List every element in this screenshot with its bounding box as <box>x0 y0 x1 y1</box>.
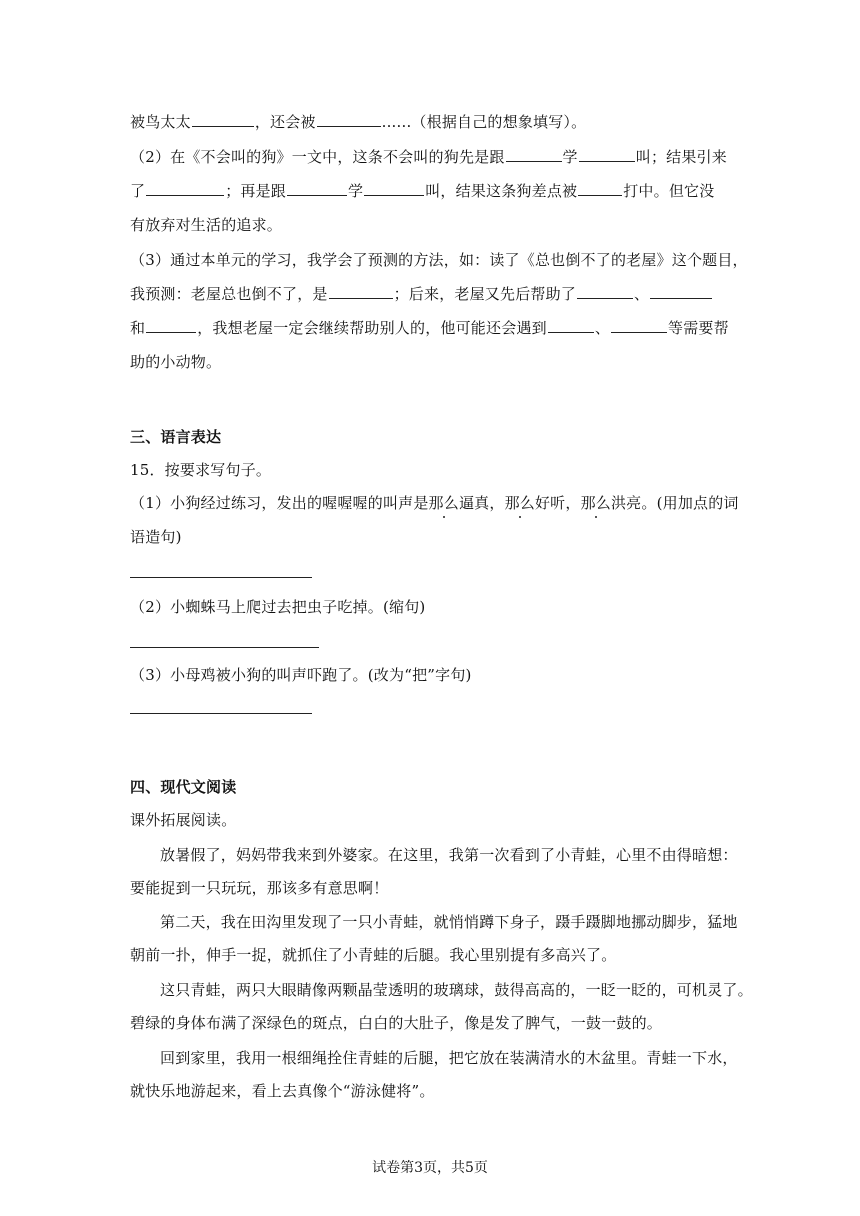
text: 、 <box>634 285 650 303</box>
q15-s2: （2）小蜘蛛马上爬过去把虫子吃掉。(缩句) <box>130 598 426 616</box>
text: 被鸟太太 <box>130 113 191 131</box>
text: ；再是跟 <box>225 182 287 200</box>
answer-blank[interactable] <box>578 181 622 196</box>
text: （1）小狗经过练习，发出的喔喔喔的叫声是 <box>130 494 429 512</box>
text: （3）通过本单元的学习，我学会了预测的方法，如：读了《总也倒不了的老屋》这个题目， <box>130 251 748 269</box>
dotted-word: 那么 <box>504 494 535 512</box>
q15-s3: （3）小母鸡被小狗的叫声吓跑了。(改为“把”字句) <box>130 666 472 684</box>
text: 叫；结果引来 <box>635 148 727 166</box>
q15-s1-line2: 语造句) <box>130 528 182 546</box>
answer-blank[interactable] <box>192 112 254 127</box>
section-heading: 四、现代文阅读 <box>130 778 237 796</box>
dotted-word: 那么 <box>428 494 459 512</box>
answer-blank[interactable] <box>650 284 712 299</box>
text: ，还会被 <box>254 113 316 131</box>
text: 有放弃对生活的追求。 <box>130 216 283 234</box>
text: 了 <box>130 182 146 200</box>
answer-blank[interactable] <box>364 181 424 196</box>
answer-blank[interactable] <box>548 318 594 333</box>
answer-blank[interactable] <box>577 284 633 299</box>
answer-blank[interactable] <box>506 147 562 162</box>
answer-blank[interactable] <box>329 284 393 299</box>
answer-line[interactable] <box>130 577 312 578</box>
q14-p2-line1 <box>130 147 727 167</box>
dotted-word: 那么 <box>580 494 611 512</box>
text: 打中。但它没 <box>623 182 715 200</box>
text: 好听， <box>534 494 581 512</box>
passage-line: 要能捉到一只玩玩，那该多有意思啊！ <box>130 879 389 897</box>
text: （2）在《不会叫的狗》一文中，这条不会叫的狗先是跟 <box>130 148 505 166</box>
passage-line: 就快乐地游起来，看上去真像个“游泳健将”。 <box>130 1082 435 1100</box>
text: 叫，结果这条狗差点被 <box>425 182 578 200</box>
q14-p3-line1 <box>130 250 748 270</box>
answer-blank[interactable] <box>611 318 667 333</box>
text: ，我想老屋一定会继续帮助别人的，他可能还会遇到 <box>197 319 547 337</box>
answer-blank[interactable] <box>146 181 224 196</box>
answer-blank[interactable] <box>317 112 381 127</box>
text: ......（根据自己的想象填写）。 <box>381 113 587 131</box>
text: 学 <box>348 182 364 200</box>
text: 和 <box>130 319 146 337</box>
q14-line1 <box>130 112 586 132</box>
question-15: 15．按要求写句子。 <box>130 461 272 479</box>
answer-blank[interactable] <box>287 181 347 196</box>
passage-line: 这只青蛙，两只大眼睛像两颗晶莹透明的玻璃球，鼓得高高的，一眨一眨的，可机灵了。 <box>160 981 753 999</box>
q14-p3-line4 <box>130 352 221 372</box>
section-heading: 三、语言表达 <box>130 428 222 446</box>
passage-line: 第二天，我在田沟里发现了一只小青蛙，就悄悄蹲下身子，蹑手蹑脚地挪动脚步，猛地 <box>160 913 738 931</box>
text: 助的小动物。 <box>130 353 222 371</box>
answer-blank[interactable] <box>146 318 196 333</box>
answer-line[interactable] <box>130 713 312 714</box>
passage-line: 放暑假了，妈妈带我来到外婆家。在这里，我第一次看到了小青蛙，心里不由得暗想： <box>160 846 738 864</box>
text: 逼真， <box>458 494 505 512</box>
q14-p2-line2 <box>130 181 714 201</box>
text: 学 <box>562 148 578 166</box>
passage-line: 朝前一扑，伸手一捉，就抓住了小青蛙的后腿。我心里别提有多高兴了。 <box>130 946 617 964</box>
text: 我预测：老屋总也倒不了，是 <box>130 285 328 303</box>
text: ；后来，老屋又先后帮助了 <box>393 285 577 303</box>
page-footer: 试卷第3页，共5页 <box>372 1160 488 1176</box>
passage-line: 回到家里，我用一根细绳拴住青蛙的后腿，把它放在装满清水的木盆里。青蛙一下水， <box>160 1049 738 1067</box>
text: 、 <box>594 319 611 337</box>
answer-blank[interactable] <box>579 147 635 162</box>
text: 洪亮。(用加点的词 <box>610 494 739 512</box>
q15-s1-line1 <box>130 493 739 513</box>
passage-line: 碧绿的身体布满了深绿色的斑点，白白的大肚子，像是发了脾气，一鼓一鼓的。 <box>130 1014 663 1032</box>
answer-line[interactable] <box>130 647 319 648</box>
q14-p3-line3 <box>130 318 729 338</box>
reading-intro: 课外拓展阅读。 <box>130 811 237 829</box>
q14-p3-line2 <box>130 284 713 304</box>
text: 等需要帮 <box>668 319 729 337</box>
q14-p2-line3 <box>130 215 282 235</box>
